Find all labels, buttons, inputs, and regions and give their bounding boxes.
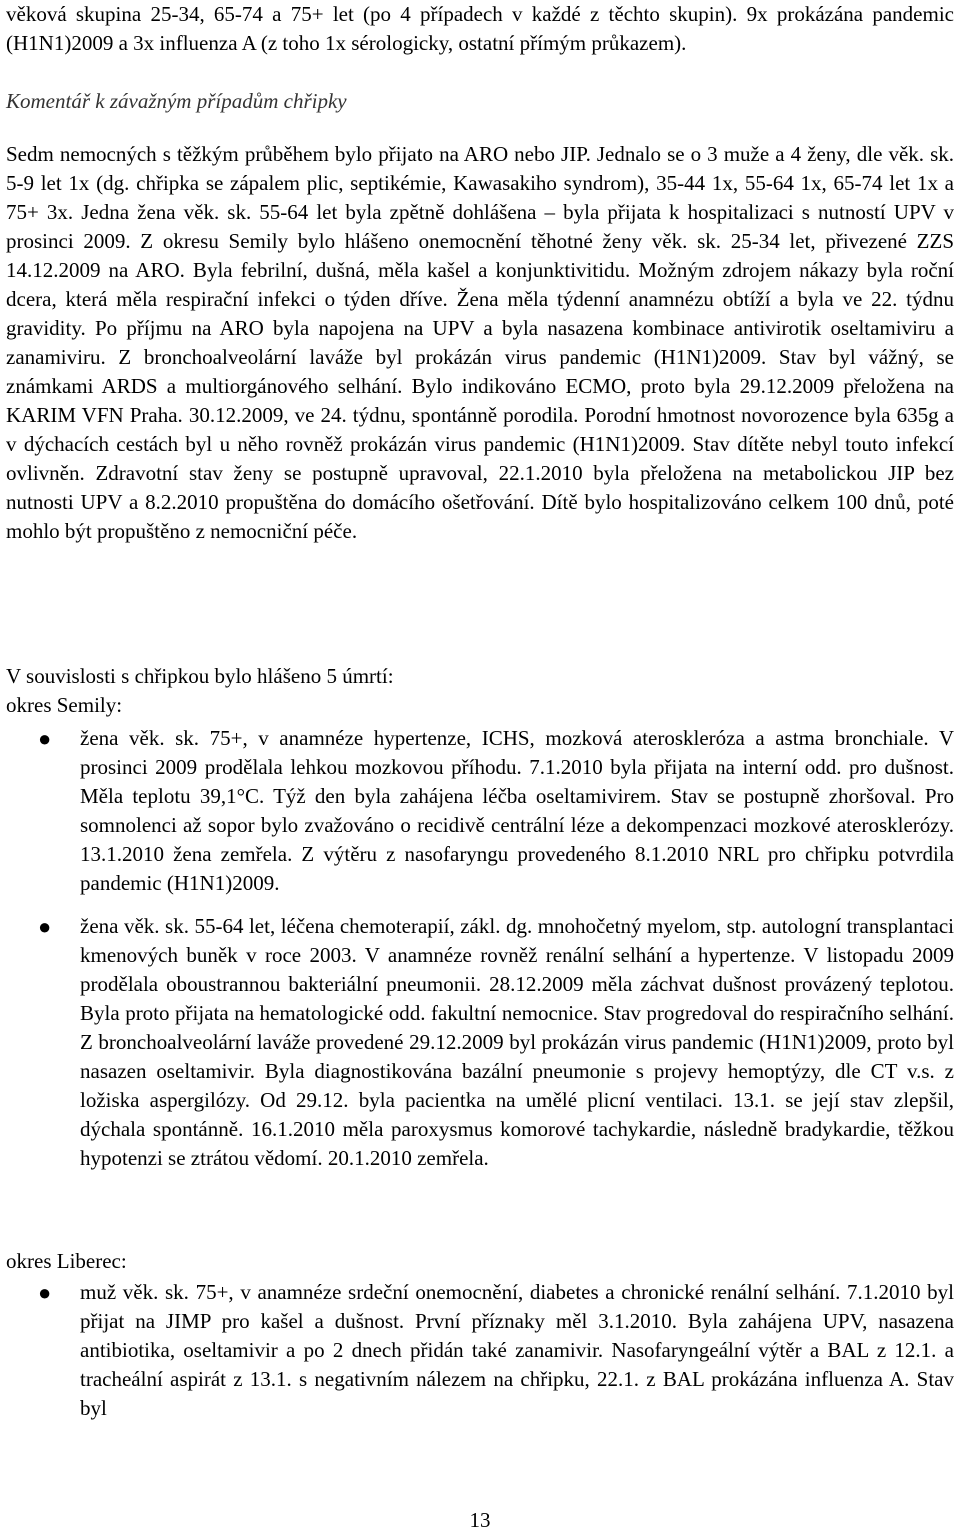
page-number: 13 bbox=[469, 1508, 491, 1532]
bullet-icon: ● bbox=[38, 1280, 52, 1305]
list-item bbox=[6, 912, 954, 1173]
liberec-case-1-text: muž věk. sk. 75+, v anamnéze srdeční onemocnění, diabetes a chronické renální selhání. 7.1.2010 byl přijat na JIMP pro kašel a dušnost. První příznaky měl 3.1.2010. Byla zahájena UPV, nasazena antibiotika, oseltamivir a po 2 dnech přidán také zanamivir. Nasofaryngeální výtěr a BAL z 12.1. a tracheální aspirát z 13.1. s negativním nálezem na chřipku, 22.1. z BAL prokázána influenza A. Stav byl bbox=[80, 1280, 954, 1420]
deaths-intro: V souvislosti s chřipkou bylo hlášeno 5 úmrtí: bbox=[6, 664, 394, 688]
comment-heading-block bbox=[6, 87, 954, 116]
district-semily-block bbox=[6, 691, 954, 720]
deaths-intro-block bbox=[6, 662, 954, 691]
semily-case-list bbox=[6, 724, 954, 1173]
semily-case-1-text: žena věk. sk. 75+, v anamnéze hypertenze, ICHS, mozková ateroskleróza a astma bronchiale. V prosinci 2009 prodělala lehkou mozkovou příhodu. 7.1.2010 byla přijata na interní odd. pro dušnost. Měla teplotu 39,1°C. Týž den byla zahájena léčba oseltamivirem. Stav se postupně zhoršoval. Pro somnolenci až sopor bylo zvažováno o recidivě centrální léze a dekompenzaci mozkové aterosklerózy. 13.1.2010 žena zemřela. Z výtěru z nasofaryngu provedeného 8.1.2010 NRL pro chřipku potvrdila pandemic (H1N1)2009. bbox=[80, 726, 954, 895]
semily-case-2-text: žena věk. sk. 55-64 let, léčena chemoterapií, zákl. dg. mnohočetný myelom, stp. autologní transplantaci kmenových buněk v roce 2003. V anamnéze rovněž renální selhání a hypertenze. V listopadu 2009 prodělala oboustrannou bakteriální pneumonii. 28.12.2009 měla záchvat dušnost provázený teplotou. Byla proto přijata na hematologické odd. fakultní nemocnice. Stav progredoval do respiračního selhání. Z bronchoalveolární laváže provedené 29.12.2009 byl prokázán virus pandemic (H1N1)2009, proto byl nasazen oseltamivir. Byla diagnostikována bazální pneumonie s projevy hemoptýzy, dle CT v.s. z ložiska aspergilózy. Od 29.12. byla pacientka na umělé plicní ventilaci. 13.1. se její stav zlepšil, dýchala spontánně. 16.1.2010 měla paroxysmus komorové tachykardie, následně bradykardie, těžkou hypotenzi se ztrátou vědomí. 20.1.2010 zemřela. bbox=[80, 914, 954, 1170]
comment-heading: Komentář k závažným případům chřipky bbox=[6, 89, 347, 113]
list-item bbox=[6, 724, 954, 898]
intro-paragraph bbox=[6, 0, 954, 58]
bullet-icon: ● bbox=[38, 914, 52, 939]
intro-text: věková skupina 25-34, 65-74 a 75+ let (po 4 případech v každé z těchto skupin). 9x prokázána pandemic (H1N1)2009 a 3x influenza A (z toho 1x sérologicky, ostatní přímým průkazem). bbox=[6, 2, 954, 55]
list-item bbox=[6, 1278, 954, 1423]
liberec-case-list bbox=[6, 1278, 954, 1423]
district-semily-label: okres Semily: bbox=[6, 693, 123, 717]
bullet-icon: ● bbox=[38, 726, 52, 751]
district-liberec-block bbox=[6, 1247, 954, 1276]
district-liberec-label: okres Liberec: bbox=[6, 1249, 127, 1273]
comment-paragraph bbox=[6, 140, 954, 546]
comment-text: Sedm nemocných s těžkým průběhem bylo přijato na ARO nebo JIP. Jednalo se o 3 muže a 4 ženy, dle věk. sk. 5-9 let 1x (dg. chřipka se zápalem plic, septikémie, Kawasakiho syndrom), 35-44 1x, 55-64 1x, 65-74 let 1x a 75+ 3x. Jedna žena věk. sk. 55-64 let byla zpětně dohlášena – byla přijata k hospitalizaci s nutností UPV v prosinci 2009. Z okresu Semily bylo hlášeno onemocnění těhotné ženy věk. sk. 25-34 let, přivezené ZZS 14.12.2009 na ARO. Byla febrilní, dušná, měla kašel a konjunktivitidu. Možným zdrojem nákazy byla roční dcera, která měla respirační infekci o týden dříve. Žena měla týdenní anamnézu obtíží a byla ve 22. týdnu gravidity. Po příjmu na ARO byla napojena na UPV a byla nasazena kombinace antivirotik oseltamiviru a zanamiviru. Z bronchoalveolární laváže byl prokázán virus pandemic (H1N1)2009. Stav byl vážný, se známkami ARDS a multiorgánového selhání. Bylo indikováno ECMO, proto byla 29.12.2009 přeložena na KARIM VFN Praha. 30.12.2009, ve 24. týdnu, spontánně porodila. Porodní hmotnost novorozence byla 635g a v dýchacích cestách byl u něho rovněž prokázán virus pandemic (H1N1)2009. Stav dítěte nebyl touto infekcí ovlivněn. Zdravotní stav ženy se postupně upravoval, 22.1.2010 byla přeložena na metabolickou JIP bez nutnosti UPV a 8.2.2010 propuštěna do domácího ošetřování. Dítě bylo hospitalizováno celkem 100 dnů, poté mohlo být propuštěno z nemocniční péče. bbox=[6, 142, 954, 543]
